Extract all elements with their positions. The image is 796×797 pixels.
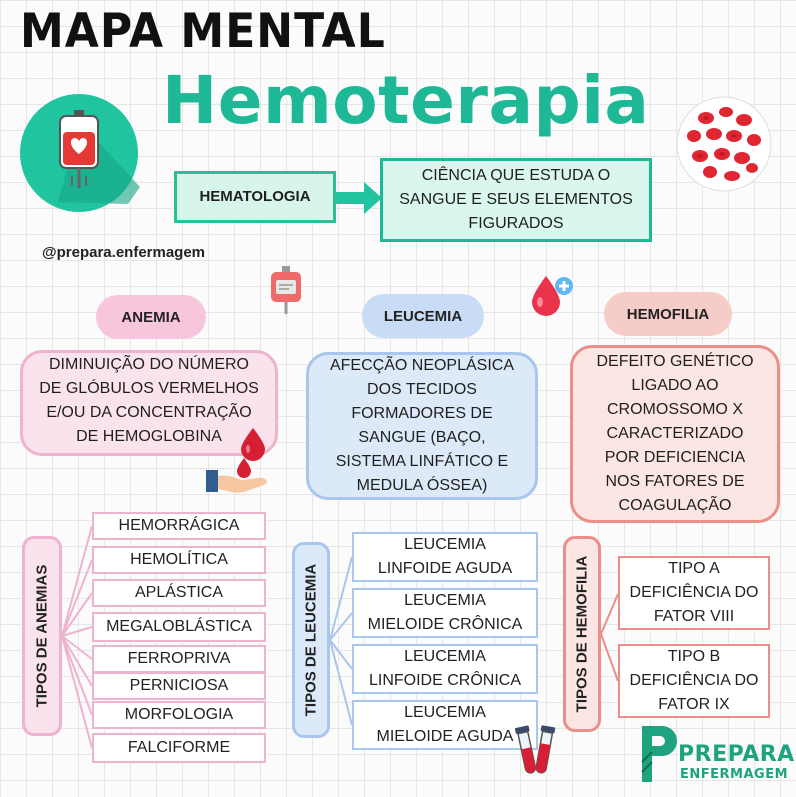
definition-line: CIÊNCIA QUE ESTUDA O — [421, 167, 611, 184]
type-line: TIPO A — [668, 560, 720, 577]
anemia-type-item: HEMOLÍTICA — [92, 546, 266, 574]
type-line: LINFOIDE AGUDA — [377, 560, 513, 577]
type-line: LEUCEMIA — [404, 536, 486, 553]
leucemia-type-item — [352, 644, 538, 694]
definition-line: FORMADORES DE — [351, 405, 493, 422]
type-line: MIELOIDE CRÔNICA — [367, 616, 523, 633]
definition-line: SANGUE (BAÇO, — [358, 429, 486, 446]
type-line: DEFICIÊNCIA DO — [629, 672, 759, 689]
type-line: LEUCEMIA — [404, 648, 486, 665]
definition-line: DE GLÓBULOS VERMELHOS — [39, 380, 259, 397]
leucemia-types-label-text: TIPOS DE LEUCEMIA — [302, 563, 320, 717]
anemia-type-item: FERROPRIVA — [92, 645, 266, 673]
hematologia-label: HEMATOLOGIA — [199, 188, 311, 205]
definition-line: CROMOSSOMO X — [606, 401, 743, 418]
type-line: FATOR IX — [658, 696, 730, 713]
page-kicker: MAPA MENTAL — [20, 3, 386, 60]
anemia-type-item: APLÁSTICA — [92, 579, 266, 607]
type-line: FATOR VIII — [653, 608, 735, 625]
anemia-type-item: MORFOLOGIA — [92, 701, 266, 729]
definition-line: DIMINUIÇÃO DO NÚMERO — [49, 356, 249, 373]
brand-name: PREPARA — [678, 742, 795, 767]
type-line: DEFICIÊNCIA DO — [629, 584, 759, 601]
definition-line: DE HEMOGLOBINA — [76, 428, 222, 445]
anemia-types-label-text: TIPOS DE ANEMIAS — [33, 564, 51, 708]
hemofilia-pill: HEMOFILIA — [604, 292, 732, 336]
type-line: LINFOIDE CRÔNICA — [368, 672, 521, 689]
definition-line: CARACTERIZADO — [606, 425, 744, 442]
leucemia-type-item — [352, 588, 538, 638]
type-line: MIELOIDE AGUDA — [376, 728, 514, 745]
definition-line: SANGUE E SEUS ELEMENTOS — [399, 191, 633, 208]
brand-subtitle: ENFERMAGEM — [680, 767, 789, 782]
type-line: LEUCEMIA — [404, 592, 486, 609]
definition-line: FIGURADOS — [468, 215, 564, 232]
type-line: LEUCEMIA — [404, 704, 486, 721]
leucemia-type-item — [352, 700, 538, 750]
hemofilia-type-item — [618, 644, 770, 718]
anemia-type-item: MEGALOBLÁSTICA — [92, 612, 266, 642]
definition-line: DOS TECIDOS — [367, 381, 477, 398]
definition-line: DEFEITO GENÉTICO — [596, 353, 754, 370]
leucemia-type-item — [352, 532, 538, 582]
anemia-types-label — [22, 536, 62, 736]
definition-line: MEDULA ÓSSEA) — [356, 477, 488, 494]
definition-line: E/OU DA CONCENTRAÇÃO — [46, 404, 252, 421]
anemia-type-item: FALCIFORME — [92, 733, 266, 763]
definition-line: AFECÇÃO NEOPLÁSICA — [329, 357, 515, 374]
anemia-type-item: HEMORRÁGICA — [92, 512, 266, 540]
instagram-handle: @prepara.enfermagem — [42, 244, 206, 261]
definition-line: COAGULAÇÃO — [618, 497, 732, 514]
definition-line: SISTEMA LINFÁTICO E — [335, 453, 509, 470]
definition-line: POR DEFICIENCIA — [604, 449, 746, 466]
hemofilia-types-label-text: TIPOS DE HEMOFILIA — [573, 555, 591, 713]
page-title: Hemoterapia — [162, 62, 650, 139]
leucemia-pill: LEUCEMIA — [362, 294, 484, 338]
type-line: TIPO B — [667, 648, 721, 665]
hemofilia-type-item — [618, 556, 770, 630]
test-tubes-icon — [514, 722, 558, 780]
anemia-pill: ANEMIA — [96, 295, 206, 339]
anemia-type-item: PERNICIOSA — [92, 672, 266, 700]
definition-line: NOS FATORES DE — [605, 473, 745, 490]
leucemia-types-label — [292, 542, 330, 738]
prepara-logo-icon — [638, 722, 678, 786]
definition-line: LIGADO AO — [631, 377, 719, 394]
hemofilia-types-label — [563, 536, 601, 732]
